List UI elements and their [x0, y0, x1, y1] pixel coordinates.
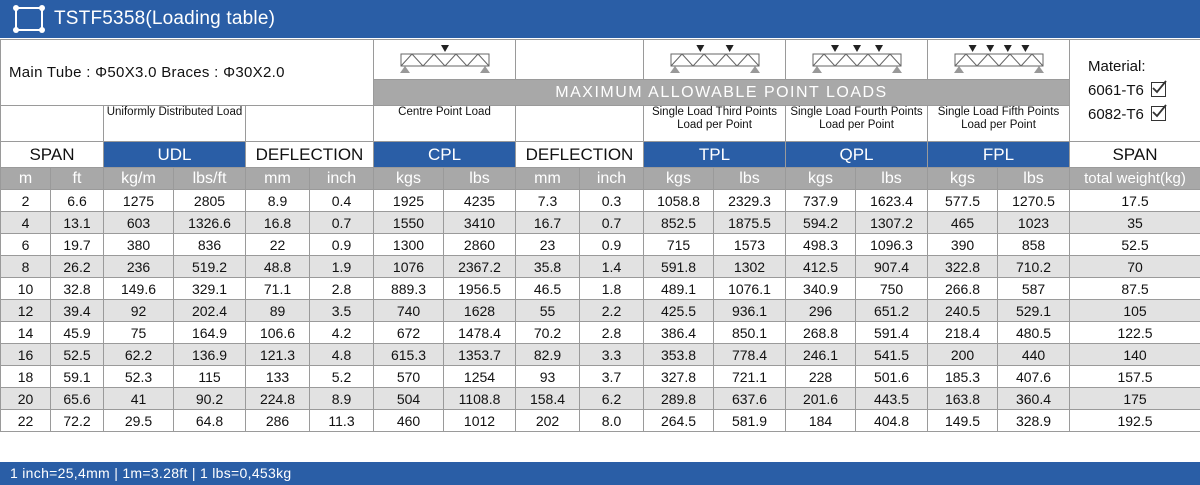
- table-cell: 1925: [374, 190, 444, 212]
- table-cell: 106.6: [246, 322, 310, 344]
- table-cell: 64.8: [174, 410, 246, 432]
- table-cell: 0.7: [310, 212, 374, 234]
- table-cell: 1275: [104, 190, 174, 212]
- table-cell: 140: [1070, 344, 1200, 366]
- table-cell: 75: [104, 322, 174, 344]
- table-cell: 52.5: [1070, 234, 1200, 256]
- table-cell: 266.8: [928, 278, 998, 300]
- table-cell: 201.6: [786, 388, 856, 410]
- table-row: [1, 212, 1200, 234]
- table-cell: 122.5: [1070, 322, 1200, 344]
- fpl-header: FPL: [928, 142, 1070, 168]
- fourth-point-load-icon: [801, 40, 913, 74]
- span-header: SPAN: [1, 142, 104, 168]
- table-cell: 1353.7: [444, 344, 516, 366]
- table-row: [1, 190, 1200, 212]
- table-cell: 386.4: [644, 322, 714, 344]
- table-cell: 202: [516, 410, 580, 432]
- third-point-load-icon: [659, 40, 771, 74]
- table-cell: 246.1: [786, 344, 856, 366]
- table-cell: 1108.8: [444, 388, 516, 410]
- material-label: Material:: [1088, 57, 1146, 75]
- table-cell: 32.8: [51, 278, 104, 300]
- table-cell: 360.4: [998, 388, 1070, 410]
- table-row: [1, 366, 1200, 388]
- table-cell: 1307.2: [856, 212, 928, 234]
- table-cell: 1628: [444, 300, 516, 322]
- table-cell: 672: [374, 322, 444, 344]
- table-cell: 4: [1, 212, 51, 234]
- table-cell: 218.4: [928, 322, 998, 344]
- checkbox-checked-icon: [1151, 106, 1166, 121]
- table-cell: 0.9: [310, 234, 374, 256]
- truss-frame-icon: [12, 5, 46, 33]
- qpl-diagram: [786, 40, 928, 80]
- table-cell: 22: [246, 234, 310, 256]
- table-cell: 329.1: [174, 278, 246, 300]
- deflection-desc-blank: [246, 106, 374, 142]
- table-cell: 87.5: [1070, 278, 1200, 300]
- table-cell: 1012: [444, 410, 516, 432]
- table-cell: 2367.2: [444, 256, 516, 278]
- table-cell: 240.5: [928, 300, 998, 322]
- table-cell: 1.8: [580, 278, 644, 300]
- table-cell: 715: [644, 234, 714, 256]
- table-cell: 6.6: [51, 190, 104, 212]
- table-cell: 1254: [444, 366, 516, 388]
- table-cell: 1300: [374, 234, 444, 256]
- unit-header: inch: [580, 168, 644, 190]
- table-cell: 328.9: [998, 410, 1070, 432]
- table-cell: 65.6: [51, 388, 104, 410]
- table-cell: 0.9: [580, 234, 644, 256]
- udl-header: UDL: [104, 142, 246, 168]
- table-cell: 82.9: [516, 344, 580, 366]
- table-cell: 200: [928, 344, 998, 366]
- table-cell: 541.5: [856, 344, 928, 366]
- table-cell: 1875.5: [714, 212, 786, 234]
- table-cell: 92: [104, 300, 174, 322]
- table-cell: 41: [104, 388, 174, 410]
- unit-row: [1, 168, 1200, 190]
- table-cell: 889.3: [374, 278, 444, 300]
- checkbox-checked-icon: [1151, 82, 1166, 97]
- table-cell: 18: [1, 366, 51, 388]
- table-cell: 45.9: [51, 322, 104, 344]
- table-cell: 615.3: [374, 344, 444, 366]
- table-cell: 1096.3: [856, 234, 928, 256]
- unit-header: kgs: [786, 168, 856, 190]
- material-name: 6082-T6: [1088, 105, 1144, 123]
- cpl-header: CPL: [374, 142, 516, 168]
- table-cell: 19.7: [51, 234, 104, 256]
- table-cell: 228: [786, 366, 856, 388]
- deflection-header: DEFLECTION: [246, 142, 374, 168]
- table-row: [1, 344, 1200, 366]
- table-cell: 836: [174, 234, 246, 256]
- table-cell: 20: [1, 388, 51, 410]
- table-cell: 404.8: [856, 410, 928, 432]
- table-cell: 11.3: [310, 410, 374, 432]
- table-cell: 1076: [374, 256, 444, 278]
- table-cell: 192.5: [1070, 410, 1200, 432]
- unit-header: mm: [246, 168, 310, 190]
- table-cell: 236: [104, 256, 174, 278]
- table-cell: 740: [374, 300, 444, 322]
- table-cell: 8.0: [580, 410, 644, 432]
- table-row: [1, 388, 1200, 410]
- table-cell: 4.2: [310, 322, 374, 344]
- table-cell: 133: [246, 366, 310, 388]
- table-cell: 12: [1, 300, 51, 322]
- table-cell: 852.5: [644, 212, 714, 234]
- material-option-6061: [1088, 79, 1200, 103]
- unit-header: lbs: [714, 168, 786, 190]
- table-cell: 581.9: [714, 410, 786, 432]
- unit-header: lbs: [998, 168, 1070, 190]
- table-cell: 322.8: [928, 256, 998, 278]
- table-cell: 390: [928, 234, 998, 256]
- table-row: [1, 256, 1200, 278]
- table-cell: 22: [1, 410, 51, 432]
- table-cell: 5.2: [310, 366, 374, 388]
- table-cell: 35: [1070, 212, 1200, 234]
- table-cell: 121.3: [246, 344, 310, 366]
- table-cell: 327.8: [644, 366, 714, 388]
- table-cell: 8.9: [310, 388, 374, 410]
- table-cell: 39.4: [51, 300, 104, 322]
- table-cell: 353.8: [644, 344, 714, 366]
- table-cell: 3.3: [580, 344, 644, 366]
- table-cell: 0.7: [580, 212, 644, 234]
- material-box: [1070, 40, 1200, 142]
- unit-header: ft: [51, 168, 104, 190]
- table-cell: 4.8: [310, 344, 374, 366]
- qpl-header: QPL: [786, 142, 928, 168]
- table-cell: 7.3: [516, 190, 580, 212]
- table-cell: 2329.3: [714, 190, 786, 212]
- table-cell: 501.6: [856, 366, 928, 388]
- table-cell: 52.5: [51, 344, 104, 366]
- table-cell: 16.7: [516, 212, 580, 234]
- table-cell: 1023: [998, 212, 1070, 234]
- table-cell: 93: [516, 366, 580, 388]
- table-cell: 721.1: [714, 366, 786, 388]
- table-cell: 10: [1, 278, 51, 300]
- table-cell: 224.8: [246, 388, 310, 410]
- tpl-header: TPL: [644, 142, 786, 168]
- table-cell: 70.2: [516, 322, 580, 344]
- unit-header: mm: [516, 168, 580, 190]
- table-cell: 6.2: [580, 388, 644, 410]
- table-cell: 6: [1, 234, 51, 256]
- table-cell: 26.2: [51, 256, 104, 278]
- tube-spec: Main Tube : Φ50X3.0 Braces : Φ30X2.0: [1, 40, 374, 106]
- table-cell: 268.8: [786, 322, 856, 344]
- table-cell: 163.8: [928, 388, 998, 410]
- table-cell: 2805: [174, 190, 246, 212]
- table-row: [1, 234, 1200, 256]
- title-bar: [0, 0, 1200, 38]
- unit-header: lbs: [444, 168, 516, 190]
- table-cell: 637.6: [714, 388, 786, 410]
- max-allowable-loads-band: MAXIMUM ALLOWABLE POINT LOADS: [374, 80, 1070, 106]
- table-cell: 591.8: [644, 256, 714, 278]
- table-cell: 0.4: [310, 190, 374, 212]
- table-cell: 48.8: [246, 256, 310, 278]
- qpl-description: Single Load Fourth Points Load per Point: [786, 106, 928, 142]
- fifth-point-load-icon: [943, 40, 1055, 74]
- table-cell: 591.4: [856, 322, 928, 344]
- table-cell: 1623.4: [856, 190, 928, 212]
- table-cell: 577.5: [928, 190, 998, 212]
- table-cell: 737.9: [786, 190, 856, 212]
- table-cell: 115: [174, 366, 246, 388]
- table-cell: 13.1: [51, 212, 104, 234]
- unit-header: kgs: [928, 168, 998, 190]
- table-cell: 1076.1: [714, 278, 786, 300]
- table-cell: 603: [104, 212, 174, 234]
- table-cell: 1058.8: [644, 190, 714, 212]
- table-cell: 710.2: [998, 256, 1070, 278]
- table-row: [1, 300, 1200, 322]
- table-cell: 3.7: [580, 366, 644, 388]
- table-cell: 16.8: [246, 212, 310, 234]
- deflection2-header: DEFLECTION: [516, 142, 644, 168]
- unit-header: lbs/ft: [174, 168, 246, 190]
- table-cell: 489.1: [644, 278, 714, 300]
- table-row: [1, 322, 1200, 344]
- table-cell: 71.1: [246, 278, 310, 300]
- table-cell: 289.8: [644, 388, 714, 410]
- conversion-footer: 1 inch=25,4mm | 1m=3.28ft | 1 lbs=0,453kg: [0, 462, 1200, 485]
- table-cell: 264.5: [644, 410, 714, 432]
- unit-header: kg/m: [104, 168, 174, 190]
- table-cell: 1.9: [310, 256, 374, 278]
- table-cell: 70: [1070, 256, 1200, 278]
- unit-header: kgs: [374, 168, 444, 190]
- table-cell: 2.2: [580, 300, 644, 322]
- deflection2-desc-blank: [516, 106, 644, 142]
- table-cell: 1478.4: [444, 322, 516, 344]
- table-cell: 4235: [444, 190, 516, 212]
- table-cell: 504: [374, 388, 444, 410]
- table-cell: 407.6: [998, 366, 1070, 388]
- table-row: [1, 410, 1200, 432]
- table-cell: 175: [1070, 388, 1200, 410]
- table-cell: 46.5: [516, 278, 580, 300]
- tpl-description: Single Load Third Points Load per Point: [644, 106, 786, 142]
- table-cell: 158.4: [516, 388, 580, 410]
- table-cell: 498.3: [786, 234, 856, 256]
- table-cell: 72.2: [51, 410, 104, 432]
- centre-point-load-icon: [389, 40, 501, 74]
- table-cell: 89: [246, 300, 310, 322]
- table-cell: 17.5: [1070, 190, 1200, 212]
- table-cell: 519.2: [174, 256, 246, 278]
- page-title: TSTF5358(Loading table): [54, 8, 276, 29]
- table-cell: 443.5: [856, 388, 928, 410]
- table-cell: 149.5: [928, 410, 998, 432]
- table-cell: 465: [928, 212, 998, 234]
- table-cell: 149.6: [104, 278, 174, 300]
- table-cell: 1326.6: [174, 212, 246, 234]
- udl-description: Uniformly Distributed Load: [104, 106, 246, 142]
- table-cell: 185.3: [928, 366, 998, 388]
- table-cell: 286: [246, 410, 310, 432]
- tpl-diagram: [644, 40, 786, 80]
- table-cell: 570: [374, 366, 444, 388]
- table-cell: 412.5: [786, 256, 856, 278]
- table-cell: 8: [1, 256, 51, 278]
- loading-table: [0, 39, 1200, 432]
- table-cell: 90.2: [174, 388, 246, 410]
- table-cell: 23: [516, 234, 580, 256]
- table-cell: 750: [856, 278, 928, 300]
- unit-header: inch: [310, 168, 374, 190]
- table-cell: 105: [1070, 300, 1200, 322]
- table-cell: 29.5: [104, 410, 174, 432]
- table-cell: 1550: [374, 212, 444, 234]
- cpl-diagram: [374, 40, 516, 80]
- table-cell: 380: [104, 234, 174, 256]
- table-cell: 651.2: [856, 300, 928, 322]
- table-cell: 1956.5: [444, 278, 516, 300]
- fpl-diagram: [928, 40, 1070, 80]
- table-cell: 59.1: [51, 366, 104, 388]
- table-cell: 907.4: [856, 256, 928, 278]
- table-cell: 164.9: [174, 322, 246, 344]
- fpl-description: Single Load Fifth Points Load per Point: [928, 106, 1070, 142]
- table-cell: 1573: [714, 234, 786, 256]
- table-cell: 594.2: [786, 212, 856, 234]
- table-cell: 587: [998, 278, 1070, 300]
- blank-diagram-cell: [516, 40, 644, 80]
- table-cell: 425.5: [644, 300, 714, 322]
- table-cell: 62.2: [104, 344, 174, 366]
- table-cell: 778.4: [714, 344, 786, 366]
- table-cell: 858: [998, 234, 1070, 256]
- span-desc-blank: [1, 106, 104, 142]
- table-cell: 440: [998, 344, 1070, 366]
- unit-header: lbs: [856, 168, 928, 190]
- table-cell: 2860: [444, 234, 516, 256]
- unit-header: total weight(kg): [1070, 168, 1200, 190]
- table-cell: 2.8: [580, 322, 644, 344]
- table-cell: 184: [786, 410, 856, 432]
- table-row: [1, 278, 1200, 300]
- table-cell: 52.3: [104, 366, 174, 388]
- span-right-header: SPAN: [1070, 142, 1200, 168]
- table-cell: 3410: [444, 212, 516, 234]
- data-body: [1, 190, 1200, 432]
- table-cell: 8.9: [246, 190, 310, 212]
- table-cell: 16: [1, 344, 51, 366]
- table-cell: 480.5: [998, 322, 1070, 344]
- table-cell: 3.5: [310, 300, 374, 322]
- table-cell: 202.4: [174, 300, 246, 322]
- table-cell: 850.1: [714, 322, 786, 344]
- table-cell: 529.1: [998, 300, 1070, 322]
- table-cell: 2: [1, 190, 51, 212]
- table-cell: 1270.5: [998, 190, 1070, 212]
- table-cell: 35.8: [516, 256, 580, 278]
- material-option-6082: [1088, 103, 1200, 127]
- table-cell: 136.9: [174, 344, 246, 366]
- unit-header: m: [1, 168, 51, 190]
- table-cell: 14: [1, 322, 51, 344]
- table-cell: 2.8: [310, 278, 374, 300]
- table-cell: 1302: [714, 256, 786, 278]
- table-cell: 1.4: [580, 256, 644, 278]
- cpl-description: Centre Point Load: [374, 106, 516, 142]
- table-cell: 296: [786, 300, 856, 322]
- material-name: 6061-T6: [1088, 81, 1144, 99]
- table-cell: 157.5: [1070, 366, 1200, 388]
- table-cell: 0.3: [580, 190, 644, 212]
- table-cell: 55: [516, 300, 580, 322]
- table-cell: 460: [374, 410, 444, 432]
- table-cell: 936.1: [714, 300, 786, 322]
- unit-header: kgs: [644, 168, 714, 190]
- table-cell: 340.9: [786, 278, 856, 300]
